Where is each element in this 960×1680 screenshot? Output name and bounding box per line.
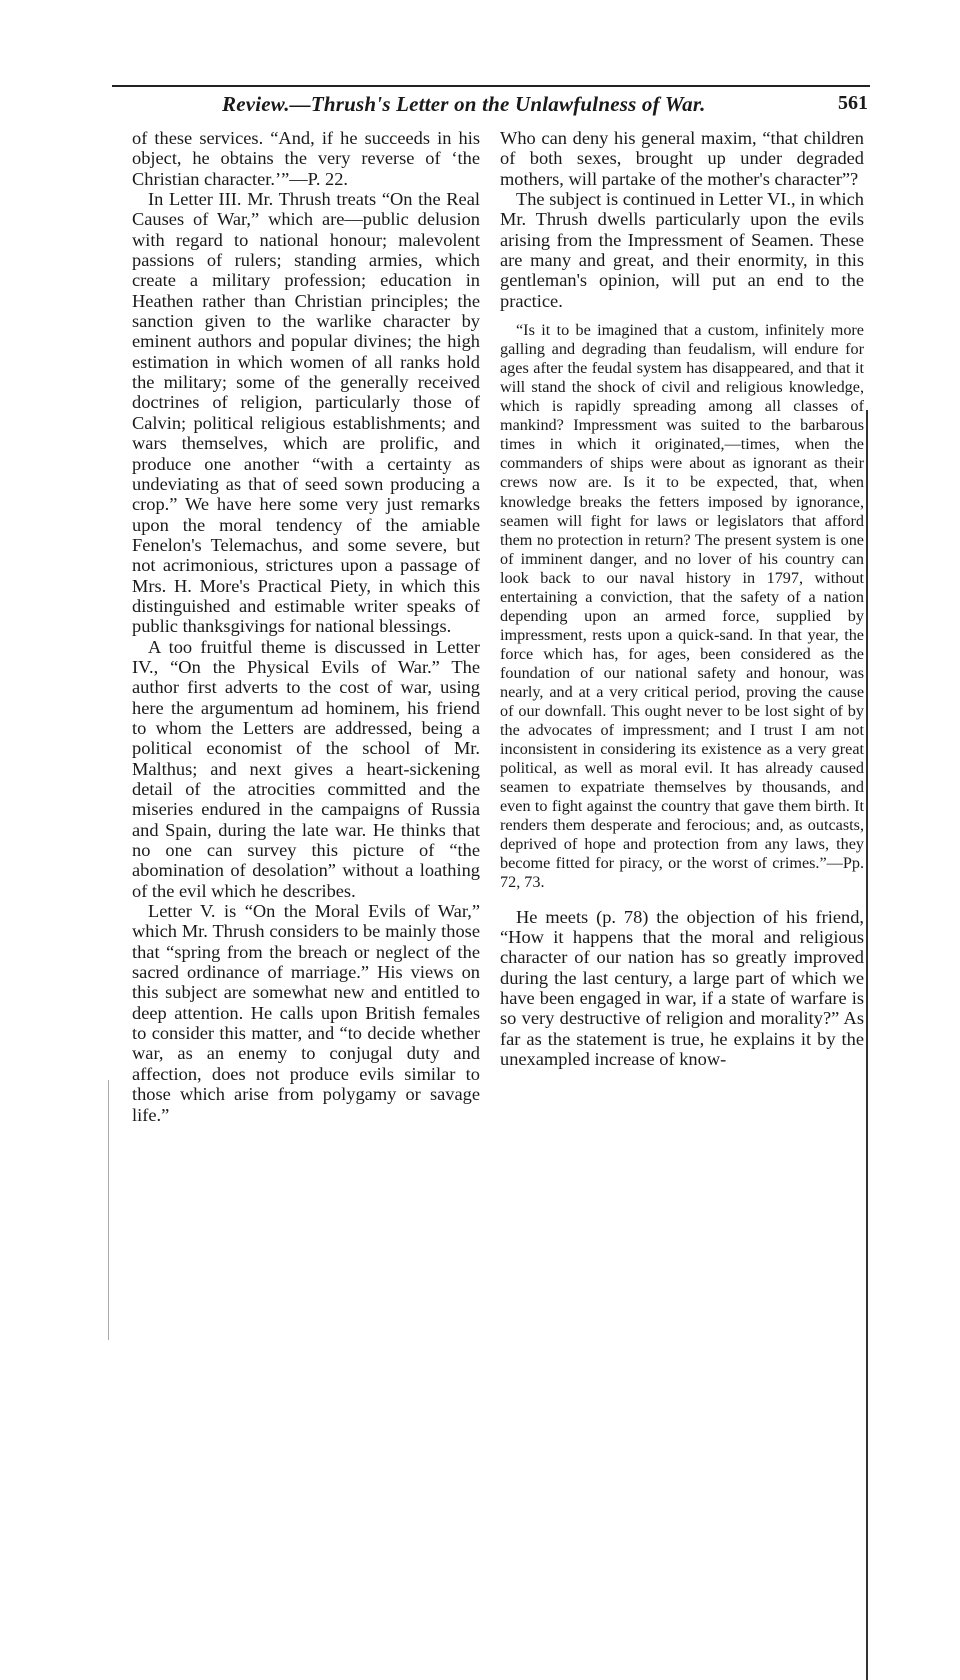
right-column <box>500 128 864 1069</box>
block-quote: “Is it to be imagined that a custom, infinitely more galling and degrading than feudalism, will endure for ages after the feudal system has disappeared, and that it will stand the shock of civil and religious knowledge, which is rapidly spreading among all classes of mankind? Impressment was suited to the barbarous times in which it originated,—times, when the commanders of ships were about as ignorant as their crews now are. Is it to be expected, that, when knowledge breaks the fetters imposed by ignorance, seamen will fight for laws or legislators that afford them no protection in return? The present system is one of imminent danger, and no lover of his country can look back to our naval history in 1797, without entertaining a conviction, that the safety of a nation depending upon an armed force, supplied by impressment, rests upon a quick-sand. In that year, the force which has, for ages, been considered as the foundation of our national safety and honour, was nearly, and at a very critical period, proving the cause of our downfall. This ought never to be lost sight of by the advocates of impressment; and I trust I am not inconsistent in considering its existence as a very great political, as well as moral evil. It has already caused seamen to expatriate themselves by thousands, and even to fight against the country that gave them birth. It renders them desperate and ferocious; and, as outcasts, deprived of hope and protection from any laws, they become fitted for piracy, or the worst of crimes.”—Pp. 72, 73. <box>500 321 864 892</box>
running-head <box>112 90 870 122</box>
running-head-title: Review.—Thrush's Letter on the Unlawfulness of War. <box>222 92 706 116</box>
left-column <box>132 128 480 1125</box>
page-number: 561 <box>838 92 868 114</box>
right-paragraph-3: He meets (p. 78) the objection of his friend, “How it happens that the moral and religious character of our nation has so greatly improved during the last century, a large part of which we have been engaged in war, if a state of warfare is so very destructive of religion and morality?” As far as the statement is true, he explains it by the unexampled increase of know- <box>500 906 864 1069</box>
right-paragraph-1: Who can deny his general maxim, “that children of both sexes, brought up under degraded mothers, will partake of the mother's character”? <box>500 128 864 189</box>
right-paragraph-2: The subject is continued in Letter VI., in which Mr. Thrush dwells particularly upon the evils arising from the Impressment of Seamen. These are many and great, and their enormity, in this gentleman's opinion, will put an end to the practice. <box>500 189 864 311</box>
margin-line-left <box>108 1080 109 1340</box>
left-paragraph-2: In Letter III. Mr. Thrush treats “On the Real Causes of War,” which are—public delusion with regard to national honour; malevolent passions of rulers; standing armies, which create a military profession; education in Heathen rather than Christian principles; the sanction given to the warlike character by eminent authors and popular divines; the high estimation in which women of all ranks hold the military; some of the generally received doctrines of religion, particularly those of Calvin; political religious establishments; and wars themselves, which are prolific, and produce one another “with a certainty as undeviating as that of seed sown producing a crop.” We have here some very just remarks upon the moral tendency of the amiable Fenelon's Telemachus, and some severe, but not acrimonious, strictures upon a passage of Mrs. H. More's Practical Piety, in which this distinguished and estimable writer speaks of public thanksgivings for national blessings. <box>132 189 480 637</box>
left-paragraph-4: Letter V. is “On the Moral Evils of War,” which Mr. Thrush considers to be mainly those that “spring from the breach or neglect of the sacred ordinance of marriage.” His views on this subject are somewhat new and entitled to deep attention. He calls upon British females to consider this matter, and “to decide whether war, as an enemy to conjugal duty and affection, does not produce evils similar to those which arise from polygamy or savage life.” <box>132 901 480 1125</box>
top-rule <box>112 85 870 87</box>
margin-line-right <box>866 410 868 1680</box>
left-paragraph-1: of these services. “And, if he succeeds in his object, he obtains the very reverse of ‘the Christian character.’”—P. 22. <box>132 128 480 189</box>
left-paragraph-3: A too fruitful theme is discussed in Letter IV., “On the Physical Evils of War.” The author first adverts to the cost of war, using here the argumentum ad hominem, his friend to whom the Letters are addressed, being a political economist of the school of Mr. Malthus; and next gives a heart-sickening detail of the atrocities committed and the miseries endured in the campaigns of Russia and Spain, during the late war. He thinks that no one can survey this picture of “the abomination of desolation” without a loathing of the evil which he describes. <box>132 636 480 901</box>
